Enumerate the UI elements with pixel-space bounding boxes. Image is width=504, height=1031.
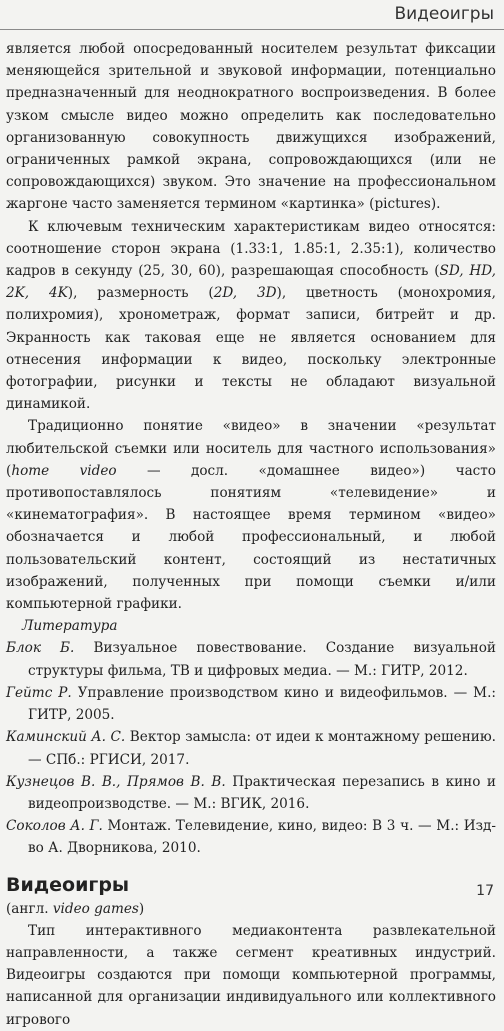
reference-author: Кузнецов В. В., Прямов В. В. bbox=[6, 773, 226, 790]
running-header-title: Видеоигры bbox=[394, 4, 494, 24]
reference-author: Соколов А. Г. bbox=[6, 818, 103, 835]
reference-item bbox=[6, 637, 496, 681]
reference-text: Вектор замысла: от идеи к монтажному решению. — СПб.: РГИСИ, 2017. bbox=[28, 729, 496, 768]
paragraph-videogames-definition: Тип интерактивного медиаконтента развлекательной направленности, а также сегмент креативных индустрий. Видеоигры создаются при помощи компьютерной программы, написанной для организации индивидуального или коллективного игрового bbox=[6, 922, 496, 1028]
literature-heading: Литература bbox=[22, 618, 118, 635]
header-rule bbox=[0, 29, 504, 30]
page-number: 17 bbox=[476, 883, 494, 899]
reference-item bbox=[6, 771, 496, 815]
reference-author: Гейтс Р. bbox=[6, 684, 72, 701]
italic-run: 2D, 3D bbox=[213, 285, 277, 302]
reference-text: Монтаж. Телевидение, кино, видео: В 3 ч. — М.: Изд-во А. Дворникова, 2010. bbox=[28, 818, 496, 857]
text-run: Традиционно понятие «видео» в значении «результат любительской съемки или носитель для частного использования» ( bbox=[6, 418, 496, 479]
reference-text: Управление производством кино и видеофильмов. — М.: ГИТР, 2005. bbox=[28, 684, 496, 724]
reference-author: Блок Б. bbox=[6, 640, 75, 657]
subtitle-suffix: ) bbox=[138, 900, 145, 917]
italic-run: SD, HD, 2K, 4K bbox=[6, 263, 496, 302]
paragraph-video-definition: является любой опосредованный носителем результат фиксации меняющейся зрительной и звуковой информации, потенциально предназначенный для неоднократного воспроизведения. В более узком смысле видео можно определить как последовательно организованную совокупность движущихся изображений, ограниченных рамкой экрана, сопровождающихся (или не сопровождающихся) звуком. Это значение на профессиональном жаргоне часто заменяется термином «картинка» (pictures). bbox=[6, 41, 496, 213]
reference-item bbox=[6, 682, 496, 726]
subtitle-prefix: (англ. bbox=[6, 900, 53, 917]
reference-item bbox=[6, 726, 496, 770]
running-header bbox=[0, 0, 504, 36]
reference-author: Каминский А. С. bbox=[6, 729, 126, 746]
page-content bbox=[6, 38, 496, 1031]
text-run: — досл. «домашнее видео») часто противопоставлялось понятиям «телевидение» и «кинематография». В настоящее время термином «видео» обозначается и любой профессиональный, и любой пользовательский контент, состоящий из нестатичных изображений, полученных при помощи съемки и/или компьютерной графики. bbox=[6, 462, 496, 613]
reference-text: Визуальное повествование. Создание визуальной структуры фильма, ТВ и цифровых медиа. — М.: ГИТР, 2012. bbox=[28, 640, 496, 679]
section-heading-videogames: Видеоигры bbox=[6, 873, 130, 896]
text-run: ), размерность ( bbox=[67, 285, 214, 302]
subtitle-english-term: video games bbox=[52, 900, 139, 917]
reference-item bbox=[6, 815, 496, 859]
paragraph-technical-characteristics bbox=[6, 216, 496, 416]
reference-text: Практическая перезапись в кино и видеопроизводстве. — М.: ВГИК, 2016. bbox=[28, 773, 496, 812]
italic-run: home video bbox=[11, 462, 117, 479]
text-run: К ключевым техническим характеристикам видео относятся: соотношение сторон экрана (1.33:1, 1.85:1, 2.35:1), количество кадров в секунду (25, 30, 60), разрешающая способность ( bbox=[6, 218, 496, 280]
section-subtitle bbox=[6, 898, 496, 920]
paragraph-traditional-meaning bbox=[6, 415, 496, 615]
text-run: ), цветность (монохромия, полихромия), хронометраж, формат записи, битрейт и др. Экранность как таковая еще не является основанием для отнесения информации к видео, поскольку электронные фотографии, рисунки и тексты не обладают визуальной динамикой. bbox=[6, 285, 496, 413]
